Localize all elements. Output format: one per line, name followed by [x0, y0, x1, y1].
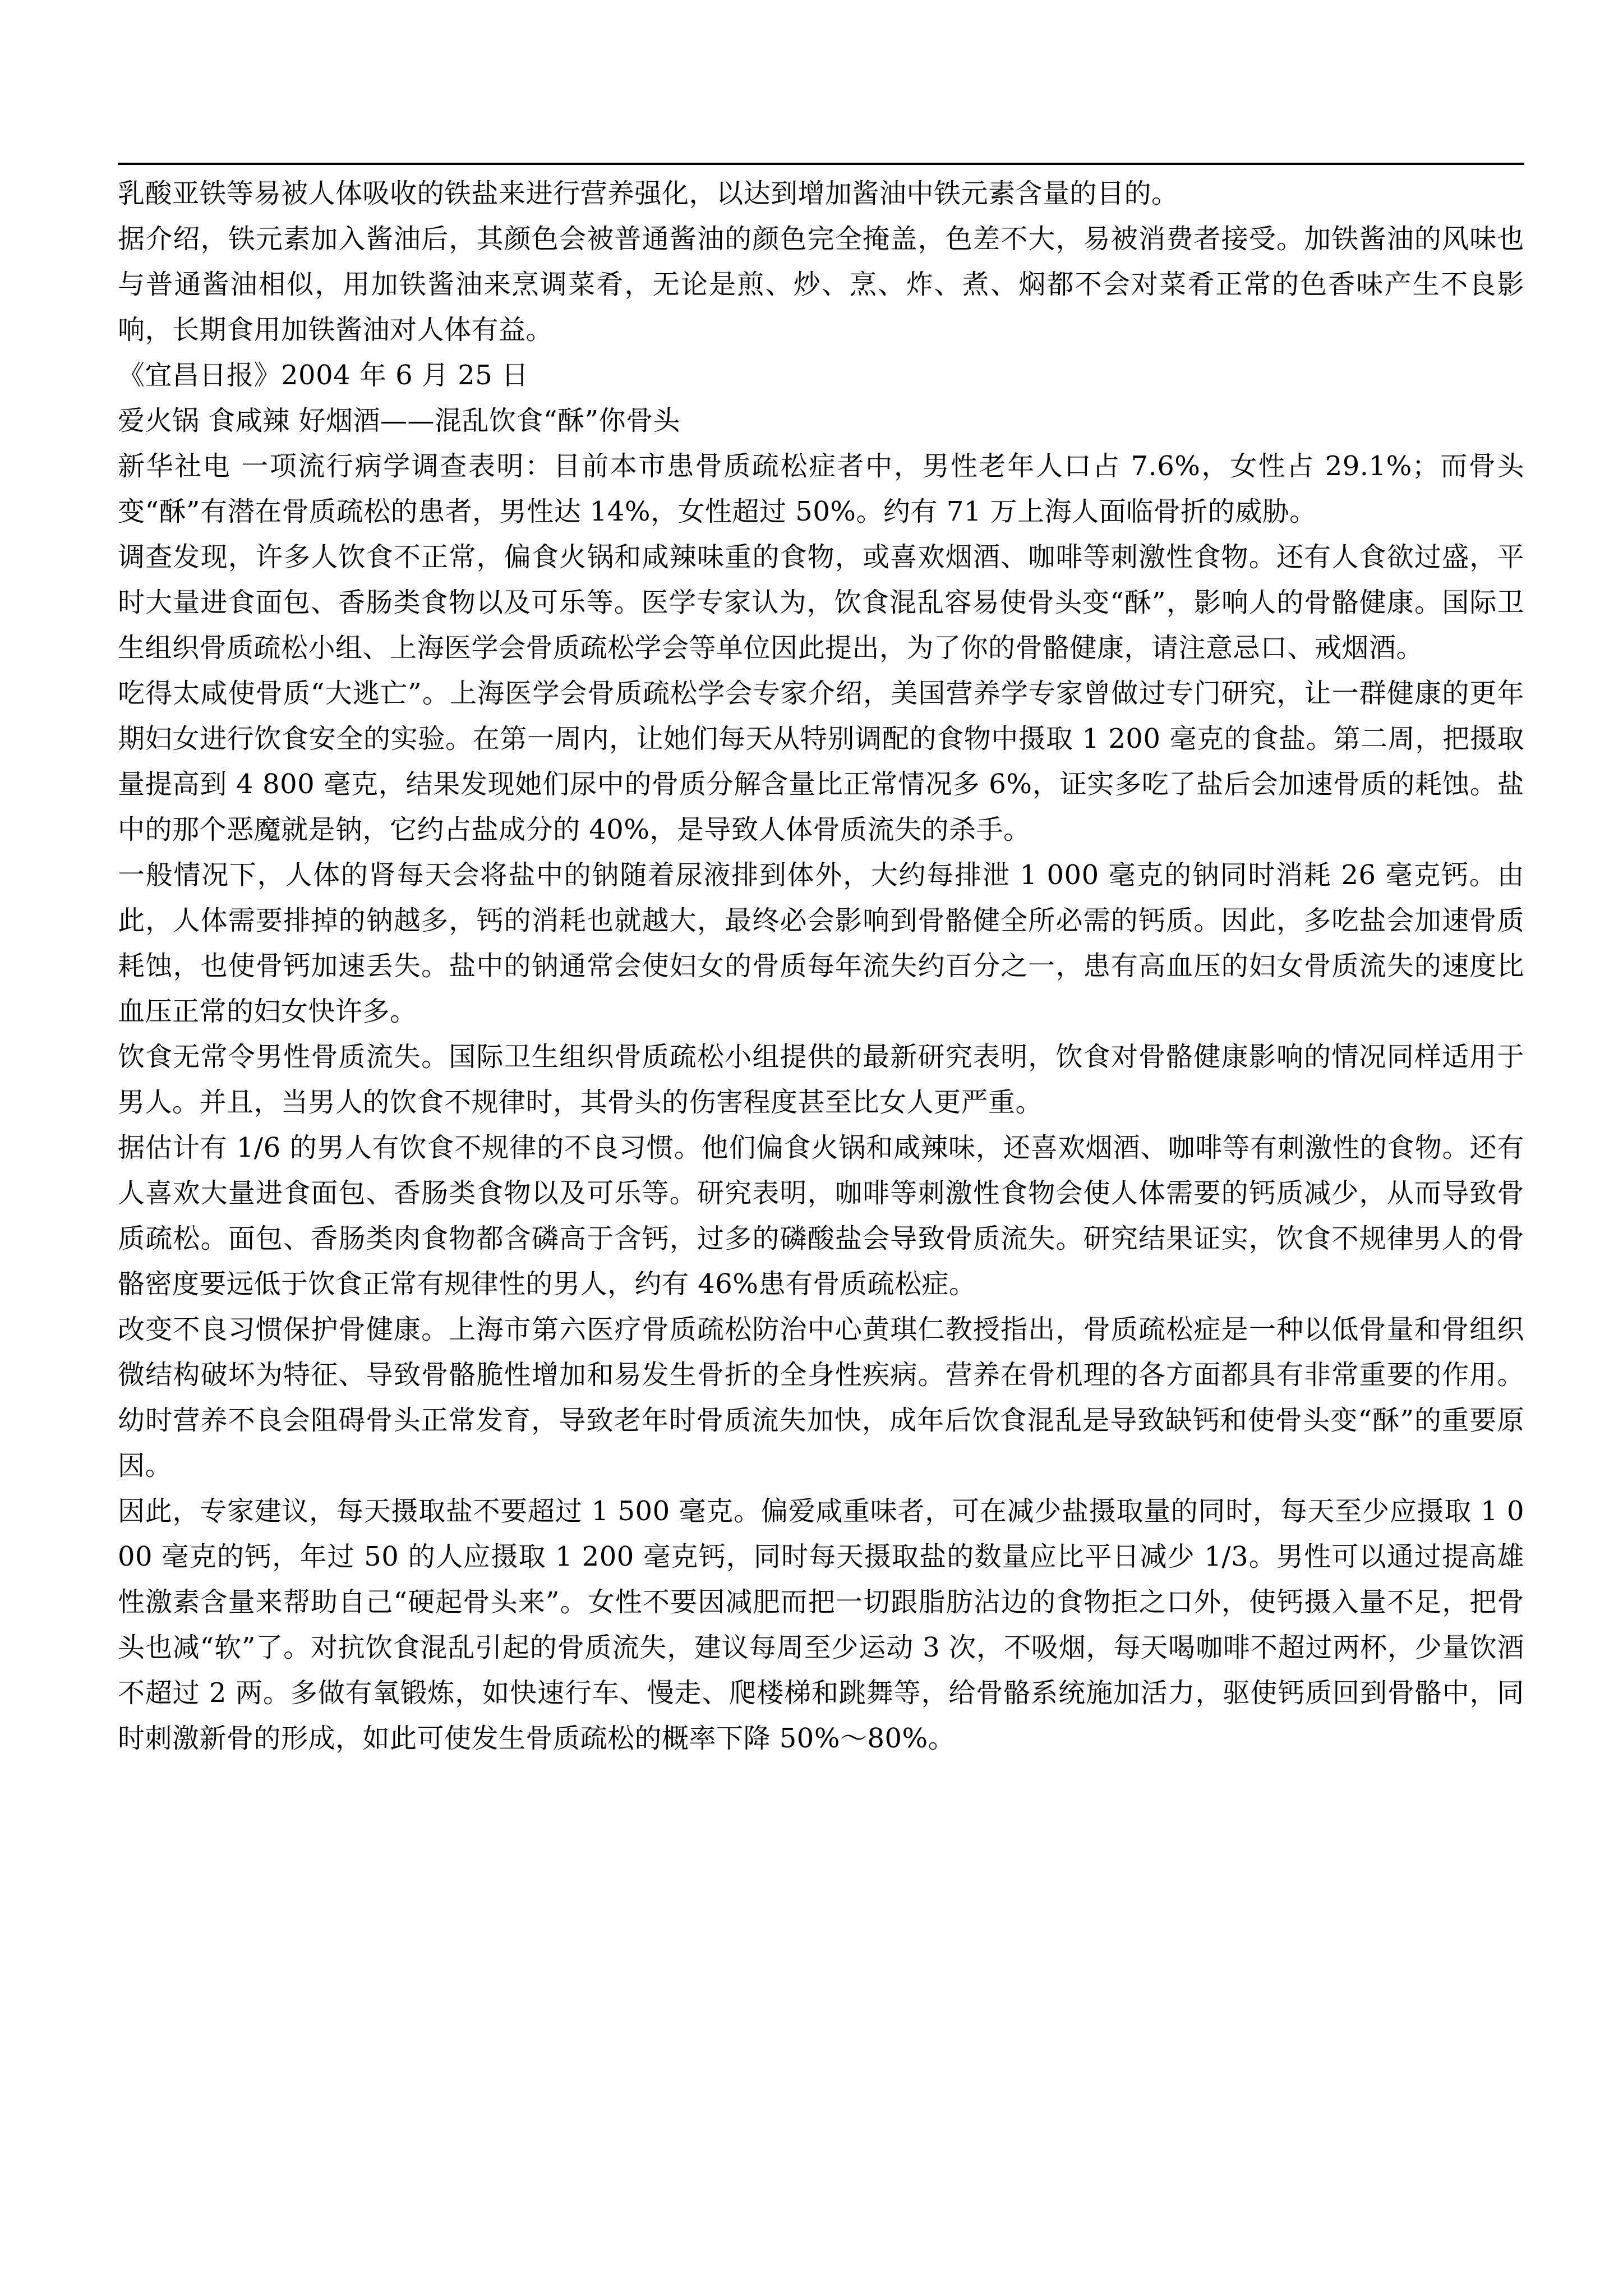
- article2-paragraph: 吃得太咸使骨质“大逃亡”。上海医学会骨质疏松学会专家介绍，美国营养学专家曾做过专门研究，让一群健康的更年期妇女进行饮食安全的实验。在第一周内，让她们每天从特别调配的食物中摄取 1 200 毫克的食盐。第二周，把摄取量提高到 4 800 毫克，结果发现她们尿中的骨质分解含量比正常情况多 6%，证实多吃了盐后会加速骨质的耗蚀。盐中的那个恶魔就是钠，它约占盐成分的 40%，是导致人体骨质流失的杀手。: [118, 678, 1524, 845]
- article2-paragraph: 新华社电 一项流行病学调查表明：目前本市患骨质疏松症者中，男性老年人口占 7.6%，女性占 29.1%；而骨头变“酥”有潜在骨质疏松的患者，男性达 14%，女性超过 50%。约有 71 万上海人面临骨折的威胁。: [118, 450, 1524, 527]
- document-body: [118, 171, 1524, 1761]
- article2-paragraph: 一般情况下，人体的肾每天会将盐中的钠随着尿液排到体外，大约每排泄 1 000 毫克的钠同时消耗 26 毫克钙。由此，人体需要排掉的钠越多，钙的消耗也就越大，最终必会影响到骨骼健全所必需的钙质。因此，多吃盐会加速骨质耗蚀，也使骨钙加速丢失。盐中的钠通常会使妇女的骨质每年流失约百分之一，患有高血压的妇女骨质流失的速度比血压正常的妇女快许多。: [118, 859, 1524, 1027]
- article2-paragraph: 调查发现，许多人饮食不正常，偏食火锅和咸辣味重的食物，或喜欢烟酒、咖啡等刺激性食物。还有人食欲过盛，平时大量进食面包、香肠类食物以及可乐等。医学专家认为，饮食混乱容易使骨头变“酥”，影响人的骨骼健康。国际卫生组织骨质疏松小组、上海医学会骨质疏松学会等单位因此提出，为了你的骨骼健康，请注意忌口、戒烟酒。: [118, 541, 1524, 664]
- article2-headline: 爱火锅 食咸辣 好烟酒——混乱饮食“酥”你骨头: [118, 405, 681, 436]
- article1-paragraph-2: 据介绍，铁元素加入酱油后，其颜色会被普通酱油的颜色完全掩盖，色差不大，易被消费者接受。加铁酱油的风味也与普通酱油相似，用加铁酱油来烹调菜肴，无论是煎、炒、烹、炸、煮、焖都不会对菜肴正常的色香味产生不良影响，长期食用加铁酱油对人体有益。: [118, 223, 1524, 346]
- article1-source: 《宜昌日报》2004 年 6 月 25 日: [118, 360, 529, 391]
- article2-paragraph: 饮食无常令男性骨质流失。国际卫生组织骨质疏松小组提供的最新研究表明，饮食对骨骼健康影响的情况同样适用于男人。并且，当男人的饮食不规律时，其骨头的伤害程度甚至比女人更严重。: [118, 1041, 1524, 1118]
- article1-paragraph-1: 乳酸亚铁等易被人体吸收的铁盐来进行营养强化，以达到增加酱油中铁元素含量的目的。: [118, 178, 1179, 209]
- top-rule-divider: [118, 163, 1524, 165]
- article2-paragraph: 因此，专家建议，每天摄取盐不要超过 1 500 毫克。偏爱咸重味者，可在减少盐摄取量的同时，每天至少应摄取 1 000 毫克的钙，年过 50 的人应摄取 1 200 毫克钙，同时每天摄取盐的数量应比平日减少 1/3。男性可以通过提高雄性激素含量来帮助自己“硬起骨头来”。女性不要因减肥而把一切跟脂肪沾边的食物拒之口外，使钙摄入量不足，把骨头也减“软”了。对抗饮食混乱引起的骨质流失，建议每周至少运动 3 次，不吸烟，每天喝咖啡不超过两杯，少量饮酒不超过 2 两。多做有氧锻炼，如快速行车、慢走、爬楼梯和跳舞等，给骨骼系统施加活力，驱使钙质回到骨骼中，同时刺激新骨的形成，如此可使发生骨质疏松的概率下降 50%～80%。: [118, 1496, 1524, 1754]
- article2-paragraph: 据估计有 1/6 的男人有饮食不规律的不良习惯。他们偏食火锅和咸辣味，还喜欢烟酒、咖啡等有刺激性的食物。还有人喜欢大量进食面包、香肠类食物以及可乐等。研究表明，咖啡等刺激性食物会使人体需要的钙质减少，从而导致骨质疏松。面包、香肠类肉食物都含磷高于含钙，过多的磷酸盐会导致骨质流失。研究结果证实，饮食不规律男人的骨骼密度要远低于饮食正常有规律性的男人，约有 46%患有骨质疏松症。: [118, 1132, 1524, 1300]
- article2-paragraph: 改变不良习惯保护骨健康。上海市第六医疗骨质疏松防治中心黄琪仁教授指出，骨质疏松症是一种以低骨量和骨组织微结构破坏为特征、导致骨骼脆性增加和易发生骨折的全身性疾病。营养在骨机理的各方面都具有非常重要的作用。幼时营养不良会阻碍骨头正常发育，导致老年时骨质流失加快，成年后饮食混乱是导致缺钙和使骨头变“酥”的重要原因。: [118, 1314, 1524, 1481]
